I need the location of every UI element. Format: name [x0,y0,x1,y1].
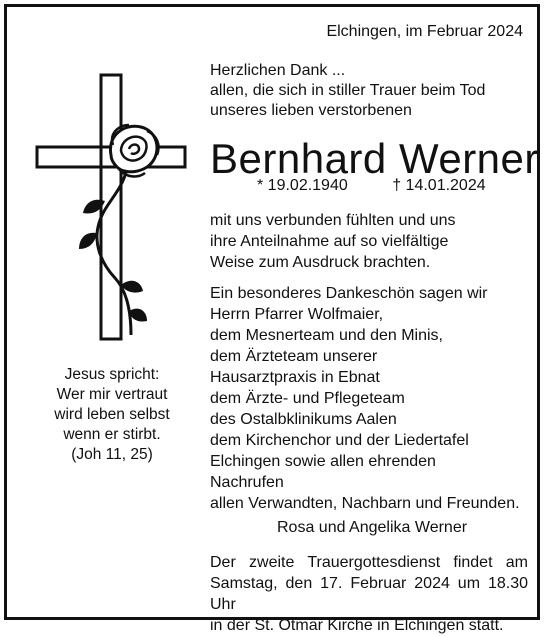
paragraph-line: allen Verwandten, Nachbarn und Freunden. [210,495,520,512]
paragraph-line: dem Kirchenchor und der Liedertafel [210,432,469,449]
intro-line: unseres lieben verstorbenen [210,102,412,119]
verse-line: Wer mir vertraut [56,386,168,403]
service-notice [210,552,528,636]
paragraph-line: ihre Anteilnahme auf so vielfältige [210,233,449,250]
thanks-paragraph [210,210,456,273]
paragraph-line: mit uns verbunden fühlten und uns [210,212,456,229]
paragraph-line: dem Ärzte- und Pflegeteam [210,390,405,407]
verse-line: wenn er stirbt. [63,426,161,443]
life-dates [257,177,486,195]
signature: Rosa und Angelika Werner [277,519,468,536]
service-line: in der St. Otmar Kirche in Elchingen statt. [210,617,504,634]
paragraph-line: Nachrufen [210,474,284,491]
cross-with-rose-icon [35,73,187,345]
special-thanks-paragraph [210,283,520,514]
place-date: Elchingen, im Februar 2024 [326,23,523,40]
paragraph-line: Elchingen sowie allen ehrenden [210,453,436,470]
verse-line: wird leben selbst [54,406,170,423]
paragraph-line: Hausarztpraxis in Ebnat [210,369,380,386]
deceased-name: Bernhard Werner [210,135,539,182]
paragraph-line: des Ostalbklinikums Aalen [210,411,397,428]
verse-line: Jesus spricht: [64,366,160,383]
birth-date: * 19.02.1940 [257,177,348,194]
paragraph-line: dem Mesnerteam und den Minis, [210,327,443,344]
paragraph-line: Weise zum Ausdruck brachten. [210,254,431,271]
service-line: Der zweite Trauergottesdienst findet am [210,554,528,571]
obituary-card [4,4,540,634]
verse-line: (Joh 11, 25) [71,446,153,463]
paragraph-line: Herrn Pfarrer Wolfmaier, [210,306,384,323]
service-line: Samstag, den 17. Februar 2024 um 18.30 Uhr [210,575,528,613]
intro-line: Herzlichen Dank ... [210,62,346,79]
intro-text [210,61,485,121]
intro-line: allen, die sich in stiller Trauer beim Tod [210,82,486,99]
bible-verse [37,365,187,465]
death-date: † 14.01.2024 [392,177,486,194]
paragraph-line: Ein besonderes Dankeschön sagen wir [210,285,488,302]
paragraph-line: dem Ärzteteam unserer [210,348,378,365]
